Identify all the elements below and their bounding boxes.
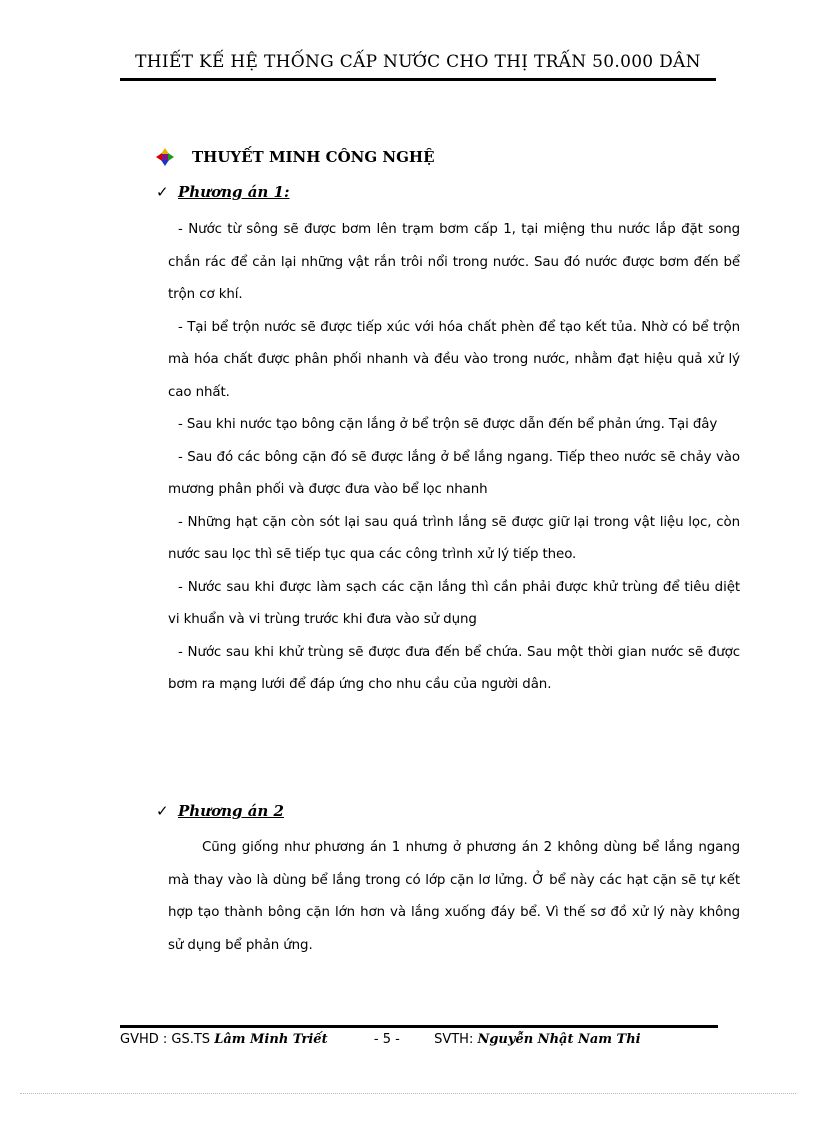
advisor-prefix: GVHD : GS.TS [120, 1032, 215, 1047]
paragraph: - Sau đó các bông cặn đó sẽ được lắng ở bể lắng ngang. Tiếp theo nước sẽ chảy vào mương phân phối và được đưa vào bể lọc nhanh [168, 449, 740, 497]
footer-rule [120, 1025, 718, 1028]
page-footer [120, 1032, 641, 1052]
checkmark-icon: ✓ [156, 183, 169, 201]
paragraph: - Sau khi nước tạo bông cặn lắng ở bể trộn sẽ được dẫn đến bể phản ứng. Tại đây [178, 417, 718, 432]
student-prefix: SVTH: [434, 1032, 478, 1047]
section-heading-text: THUYẾT MINH CÔNG NGHỆ [192, 148, 435, 166]
option-1-heading [156, 181, 290, 203]
option-2-body [168, 832, 740, 962]
header-rule [120, 78, 716, 81]
option-2-heading [156, 800, 284, 822]
four-color-arrow-bullet-icon [156, 148, 174, 166]
option-1-label: Phương án 1: [178, 183, 290, 201]
page-edge-divider [20, 1093, 796, 1094]
page-number: - 5 - [373, 1032, 400, 1047]
paragraph: - Nước sau khi được làm sạch các cặn lắng thì cần phải được khử trùng để tiêu diệt vi khuẩn và vi trùng trước khi đưa vào sử dụng [168, 579, 740, 627]
paragraph: - Tại bể trộn nước sẽ được tiếp xúc với hóa chất phèn để tạo kết tủa. Nhờ có bể trộn mà hóa chất được phân phối nhanh và đều vào trong nước, nhằm đạt hiệu quả xử lý cao nhất. [168, 319, 740, 400]
paragraph: Cũng giống như phương án 1 nhưng ở phương án 2 không dùng bể lắng ngang mà thay vào là dùng bể lắng trong có lớp cặn lơ lửng. Ở bể này các hạt cặn sẽ tự kết hợp tạo thành bông cặn lớn hơn và lắng xuống đáy bể. Vì thế sơ đồ xử lý này không sử dụng bể phản ứng. [168, 840, 740, 953]
document-title: THIẾT KẾ HỆ THỐNG CẤP NƯỚC CHO THỊ TRẤN 50.000 DÂN [135, 52, 701, 72]
paragraph: - Nước từ sông sẽ được bơm lên trạm bơm cấp 1, tại miệng thu nước lắp đặt song chắn rác để cản lại những vật rắn trôi nổi trong nước. Sau đó nước được bơm đến bể trộn cơ khí. [168, 222, 740, 302]
option-1-body [168, 214, 740, 702]
section-heading [156, 146, 435, 168]
advisor-name: Lâm Minh Triết [214, 1032, 328, 1047]
checkmark-icon: ✓ [156, 802, 169, 820]
student-name: Nguyễn Nhật Nam Thi [477, 1032, 641, 1047]
paragraph: - Những hạt cặn còn sót lại sau quá trình lắng sẽ được giữ lại trong vật liệu lọc, còn nước sau lọc thì sẽ tiếp tục qua các công trình xử lý tiếp theo. [168, 514, 740, 562]
paragraph: - Nước sau khi khử trùng sẽ được đưa đến bể chứa. Sau một thời gian nước sẽ được bơm ra mạng lưới để đáp ứng cho nhu cầu của người dân. [168, 644, 740, 692]
option-2-label: Phương án 2 [178, 802, 284, 820]
